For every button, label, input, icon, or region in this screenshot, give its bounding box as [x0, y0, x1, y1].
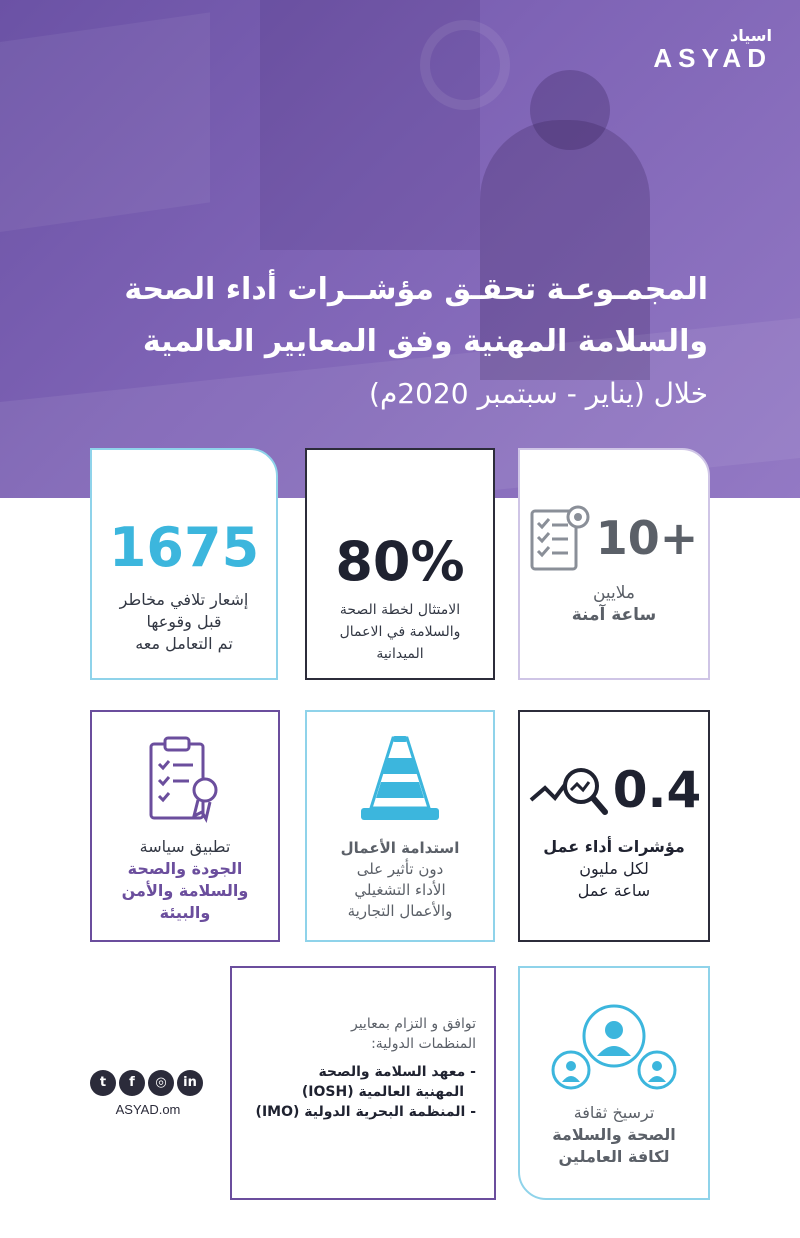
traffic-cone-icon	[355, 732, 445, 828]
safe-hours-line-1: ملايين	[592, 583, 636, 603]
card-compliance	[305, 448, 495, 680]
logo-english: ASYAD	[653, 43, 772, 73]
facebook-icon[interactable]: f	[119, 1070, 145, 1096]
website-link[interactable]: ASYAD.om	[115, 1102, 181, 1117]
sustainability-line-4: والأعمال التجارية	[347, 902, 453, 920]
culture-line-3: لكافة العاملين	[558, 1147, 670, 1166]
headline-line-3: خلال (يناير - سبتمبر 2020م)	[369, 377, 708, 410]
culture-line-2: الصحة والسلامة	[552, 1125, 676, 1144]
checklist-target-icon	[530, 503, 592, 573]
card-policy	[90, 710, 280, 942]
logo-arabic: اسياد	[730, 26, 772, 45]
work-indicator-line-3: ساعة عمل	[577, 881, 651, 900]
sustainability-line-1: استدامة الأعمال	[340, 839, 460, 857]
headline	[68, 264, 708, 420]
standards-item-1a: - معهد السلامة والصحة	[318, 1064, 476, 1080]
safe-hours-value: 10+	[595, 511, 699, 565]
sustainability-line-2: دون تأثير على	[356, 860, 444, 878]
instagram-icon[interactable]: ◎	[148, 1070, 174, 1096]
near-miss-line-2: قبل وقوعها	[146, 612, 222, 631]
standards-item-1b: المهنية العالمية (IOSH)	[301, 1084, 464, 1100]
near-miss-line-3: تم التعامل معه	[135, 634, 233, 653]
magnifier-chart-icon	[527, 760, 609, 820]
asyad-logo	[653, 26, 772, 71]
policy-line-1: تطبيق سياسة	[139, 837, 231, 856]
card-culture	[518, 966, 710, 1200]
hero-banner	[0, 0, 800, 498]
card-standards	[230, 966, 496, 1200]
linkedin-icon[interactable]: in	[177, 1070, 203, 1096]
compliance-line-3: الميدانية	[376, 646, 424, 662]
work-indicator-line-1: مؤشرات أداء عمل	[543, 837, 685, 856]
safe-hours-line-2: ساعة آمنة	[571, 605, 657, 625]
card-work-indicator	[518, 710, 710, 942]
standards-line-1: توافق و التزام بمعايير	[350, 1016, 476, 1032]
card-safe-hours	[518, 448, 710, 680]
policy-line-2: الجودة والصحة	[127, 859, 243, 878]
compliance-value: 80%	[335, 530, 465, 593]
card-near-miss	[90, 448, 278, 680]
social-links	[90, 1070, 206, 1117]
near-miss-line-1: إشعار تلافي مخاطر	[119, 590, 249, 609]
people-circle-icon	[549, 998, 679, 1094]
compliance-line-1: الامتثال لخطة الصحة	[339, 602, 461, 618]
policy-line-4: والبيئة	[159, 903, 211, 922]
compliance-line-2: والسلامة في الاعمال	[339, 624, 461, 640]
work-indicator-line-2: لكل مليون	[579, 859, 649, 878]
near-miss-value: 1675	[108, 516, 260, 579]
card-sustainability	[305, 710, 495, 942]
standards-line-2: المنظمات الدولية:	[371, 1036, 476, 1052]
clipboard-certificate-icon	[145, 734, 225, 824]
sustainability-line-3: الأداء التشغيلي	[354, 881, 446, 899]
standards-item-2: - المنظمة البحرية الدولية (IMO)	[255, 1104, 476, 1120]
work-indicator-value: 0.4	[612, 761, 702, 819]
twitter-icon[interactable]: t	[90, 1070, 116, 1096]
headline-line-2: والسلامة المهنية وفق المعايير العالمية	[142, 324, 708, 359]
policy-line-3: والسلامة والأمن	[121, 881, 249, 900]
headline-line-1: المجمـوعـة تحقـق مؤشــرات أداء الصحة	[124, 272, 708, 307]
culture-line-1: ترسيخ ثقافة	[573, 1103, 655, 1122]
